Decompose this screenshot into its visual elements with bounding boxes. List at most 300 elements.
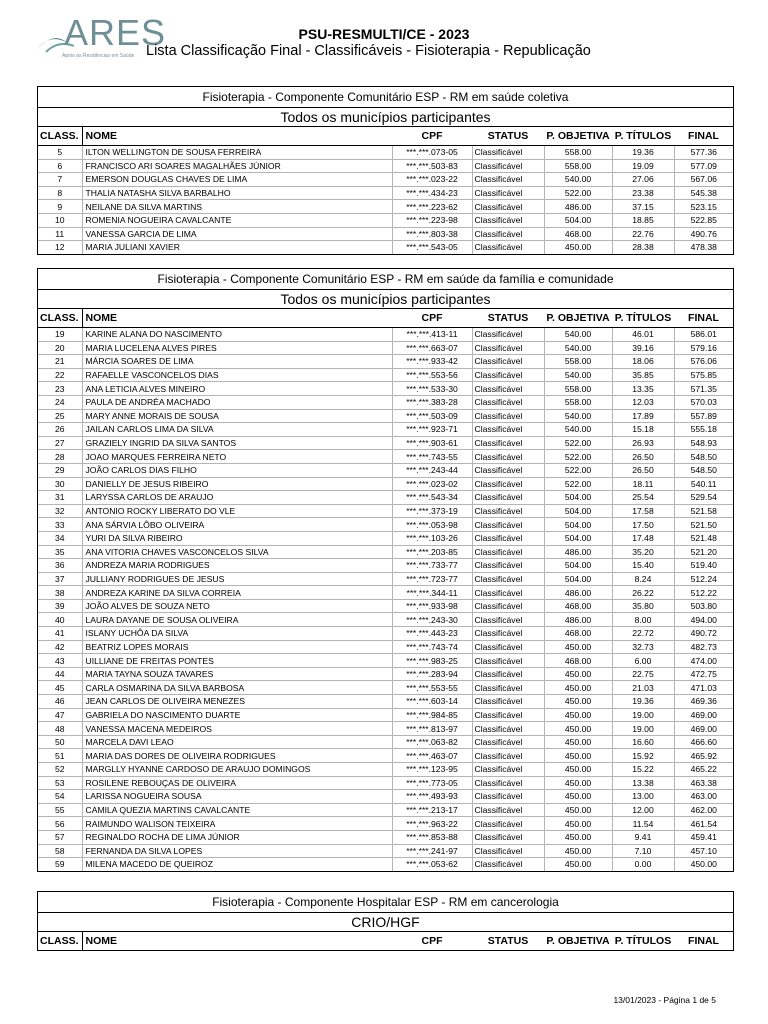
cell-final: 462.00 [674,803,733,817]
cell-status: Classificável [472,817,544,831]
cell-cpf: ***.***.023-02 [392,477,472,491]
cell-final: 548.93 [674,436,733,450]
cell-class: 58 [38,844,82,858]
cell-final: 570.03 [674,395,733,409]
cell-final: 463.38 [674,776,733,790]
cell-ptitulos: 22.75 [612,667,674,681]
cell-class: 7 [38,173,82,187]
cell-pobjetiva: 450.00 [544,749,612,763]
table-row [38,817,733,831]
cell-cpf: ***.***.533-30 [392,382,472,396]
col-final-header: FINAL [674,127,733,146]
cell-class: 9 [38,200,82,214]
table-row [38,395,733,409]
cell-status: Classificável [472,599,544,613]
cell-ptitulos: 13.35 [612,382,674,396]
cell-class: 56 [38,817,82,831]
cell-ptitulos: 8.00 [612,613,674,627]
cell-status: Classificável [472,355,544,369]
cell-nome: FERNANDA DA SILVA LOPES [82,844,392,858]
cell-cpf: ***.***.543-34 [392,491,472,505]
cell-class: 24 [38,395,82,409]
cell-pobjetiva: 558.00 [544,355,612,369]
cell-ptitulos: 22.72 [612,627,674,641]
cell-status: Classificável [472,213,544,227]
cell-class: 22 [38,368,82,382]
cell-final: 577.36 [674,146,733,160]
cell-pobjetiva: 450.00 [544,695,612,709]
cell-status: Classificável [472,735,544,749]
cell-cpf: ***.***.923-71 [392,423,472,437]
cell-pobjetiva: 504.00 [544,518,612,532]
cell-cpf: ***.***.733-77 [392,559,472,573]
cell-final: 474.00 [674,654,733,668]
results-table [38,127,733,254]
cell-cpf: ***.***.373-19 [392,504,472,518]
cell-class: 37 [38,572,82,586]
cell-final: 459.41 [674,830,733,844]
cell-final: 548.50 [674,450,733,464]
cell-pobjetiva: 558.00 [544,146,612,160]
cell-class: 12 [38,241,82,254]
cell-class: 25 [38,409,82,423]
cell-final: 586.01 [674,328,733,342]
cell-pobjetiva: 522.00 [544,463,612,477]
cell-status: Classificável [472,559,544,573]
cell-final: 457.10 [674,844,733,858]
table-row [38,545,733,559]
cell-status: Classificável [472,844,544,858]
cell-final: 575.85 [674,368,733,382]
cell-class: 59 [38,858,82,871]
table-row [38,681,733,695]
cell-pobjetiva: 522.00 [544,436,612,450]
cell-status: Classificável [472,186,544,200]
table-row [38,599,733,613]
cell-status: Classificável [472,159,544,173]
cell-ptitulos: 6.00 [612,654,674,668]
cell-class: 48 [38,722,82,736]
cell-nome: ANA SÁRVIA LÔBO OLIVEIRA [82,518,392,532]
cell-cpf: ***.***.103-26 [392,531,472,545]
cell-status: Classificável [472,450,544,464]
cell-nome: REGINALDO ROCHA DE LIMA JÚNIOR [82,830,392,844]
cell-class: 11 [38,227,82,241]
table-row [38,328,733,342]
table-row [38,667,733,681]
table-row [38,844,733,858]
cell-ptitulos: 26.50 [612,463,674,477]
col-final-header: FINAL [688,935,719,947]
cell-class: 26 [38,423,82,437]
table-row [38,463,733,477]
cell-pobjetiva: 540.00 [544,368,612,382]
table-row [38,654,733,668]
cell-final: 579.16 [674,341,733,355]
cell-cpf: ***.***.344-11 [392,586,472,600]
cell-status: Classificável [472,667,544,681]
cell-cpf: ***.***.123-95 [392,763,472,777]
cell-ptitulos: 28.38 [612,241,674,254]
cell-nome: MARIA JULIANI XAVIER [82,241,392,254]
cell-class: 43 [38,654,82,668]
table-row [38,368,733,382]
col-pobjetiva-header: P. OBJETIVA [544,309,612,328]
col-pobjetiva-header: P. OBJETIVA [546,935,610,947]
cell-final: 576.06 [674,355,733,369]
cell-ptitulos: 13.00 [612,790,674,804]
cell-final: 521.48 [674,531,733,545]
cell-nome: KARINE ALANA DO NASCIMENTO [82,328,392,342]
cell-ptitulos: 19.00 [612,722,674,736]
cell-nome: DANIELLY DE JESUS RIBEIRO [82,477,392,491]
table-header-row [38,309,733,328]
cell-pobjetiva: 558.00 [544,382,612,396]
col-status-header: STATUS [472,127,544,146]
cell-class: 38 [38,586,82,600]
cell-nome: ANTONIO ROCKY LIBERATO DO VLE [82,504,392,518]
cell-nome: MARIA TAYNA SOUZA TAVARES [82,667,392,681]
cell-ptitulos: 12.00 [612,803,674,817]
table-row [38,382,733,396]
table-row [38,790,733,804]
cell-class: 46 [38,695,82,709]
cell-nome: MÁRCIA SOARES DE LIMA [82,355,392,369]
col-ptitulos-header: P. TÍTULOS [612,127,674,146]
cell-ptitulos: 15.18 [612,423,674,437]
cell-cpf: ***.***.743-74 [392,640,472,654]
cell-final: 482.73 [674,640,733,654]
cell-ptitulos: 35.20 [612,545,674,559]
cell-ptitulos: 18.11 [612,477,674,491]
cell-cpf: ***.***.493-93 [392,790,472,804]
cell-nome: VANESSA GARCIA DE LIMA [82,227,392,241]
cell-status: Classificável [472,627,544,641]
cell-ptitulos: 26.22 [612,586,674,600]
cell-nome: JULLIANY RODRIGUES DE JESUS [82,572,392,586]
cell-pobjetiva: 486.00 [544,586,612,600]
cell-cpf: ***.***.053-62 [392,858,472,871]
col-nome-header: NOME [85,935,117,947]
table-row [38,241,733,254]
section-subtitle: CRIO/HGF [38,913,733,932]
cell-pobjetiva: 450.00 [544,817,612,831]
cell-final: 490.76 [674,227,733,241]
cell-cpf: ***.***.853-88 [392,830,472,844]
cell-status: Classificável [472,776,544,790]
cell-class: 33 [38,518,82,532]
cell-nome: EMERSON DOUGLAS CHAVES DE LIMA [82,173,392,187]
cell-pobjetiva: 522.00 [544,186,612,200]
table-row [38,409,733,423]
cell-status: Classificável [472,613,544,627]
cell-pobjetiva: 450.00 [544,640,612,654]
cell-pobjetiva: 504.00 [544,559,612,573]
cell-pobjetiva: 486.00 [544,613,612,627]
cell-nome: CAMILA QUEZIA MARTINS CAVALCANTE [82,803,392,817]
cell-nome: MARGLLY HYANNE CARDOSO DE ARAUJO DOMINGOS [82,763,392,777]
cell-class: 45 [38,681,82,695]
cell-cpf: ***.***.023-22 [392,173,472,187]
cell-class: 47 [38,708,82,722]
cell-pobjetiva: 468.00 [544,599,612,613]
cell-pobjetiva: 468.00 [544,627,612,641]
cell-status: Classificável [472,803,544,817]
cell-nome: PAULA DE ANDRÉA MACHADO [82,395,392,409]
table-row [38,477,733,491]
cell-nome: JOÃO CARLOS DIAS FILHO [82,463,392,477]
table-row [38,695,733,709]
cell-nome: JOAO MARQUES FERREIRA NETO [82,450,392,464]
cell-pobjetiva: 522.00 [544,477,612,491]
table-header-row [38,932,733,950]
cell-ptitulos: 19.36 [612,146,674,160]
cell-cpf: ***.***.503-09 [392,409,472,423]
cell-ptitulos: 8.24 [612,572,674,586]
cell-status: Classificável [472,423,544,437]
cell-cpf: ***.***.243-30 [392,613,472,627]
col-cpf-header: CPF [392,309,472,328]
cell-nome: MARY ANNE MORAIS DE SOUSA [82,409,392,423]
cell-final: 571.35 [674,382,733,396]
cell-class: 51 [38,749,82,763]
cell-cpf: ***.***.243-44 [392,463,472,477]
section-cancerologia [37,891,734,951]
table-row [38,627,733,641]
cell-final: 521.20 [674,545,733,559]
cell-final: 567.06 [674,173,733,187]
cell-cpf: ***.***.663-07 [392,341,472,355]
cell-status: Classificável [472,241,544,254]
cell-pobjetiva: 540.00 [544,423,612,437]
cell-ptitulos: 32.73 [612,640,674,654]
table-row [38,776,733,790]
col-nome-header: NOME [82,309,392,328]
cell-ptitulos: 19.00 [612,708,674,722]
cell-pobjetiva: 468.00 [544,654,612,668]
table-row [38,858,733,871]
cell-class: 21 [38,355,82,369]
cell-final: 555.18 [674,423,733,437]
cell-final: 545.38 [674,186,733,200]
cell-cpf: ***.***.241-97 [392,844,472,858]
cell-class: 53 [38,776,82,790]
cell-status: Classificável [472,328,544,342]
cell-cpf: ***.***.503-83 [392,159,472,173]
cell-cpf: ***.***.933-98 [392,599,472,613]
cell-status: Classificável [472,695,544,709]
cell-ptitulos: 13.38 [612,776,674,790]
page-title: PSU-RESMULTI/CE - 2023 [298,26,470,42]
cell-status: Classificável [472,491,544,505]
cell-final: 472.75 [674,667,733,681]
cell-nome: ANDREZA KARINE DA SILVA CORREIA [82,586,392,600]
col-ptitulos-header: P. TÍTULOS [612,309,674,328]
cell-nome: MARIA LUCELENA ALVES PIRES [82,341,392,355]
cell-pobjetiva: 504.00 [544,572,612,586]
cell-nome: BEATRIZ LOPES MORAIS [82,640,392,654]
cell-ptitulos: 7.10 [612,844,674,858]
cell-status: Classificável [472,681,544,695]
cell-nome: YURI DA SILVA RIBEIRO [82,531,392,545]
cell-cpf: ***.***.213-17 [392,803,472,817]
cell-nome: CARLA OSMARINA DA SILVA BARBOSA [82,681,392,695]
table-row [38,186,733,200]
cell-nome: MARIA DAS DORES DE OLIVEIRA RODRIGUES [82,749,392,763]
cell-final: 522.85 [674,213,733,227]
cell-class: 8 [38,186,82,200]
table-row [38,146,733,160]
table-row [38,159,733,173]
cell-nome: GABRIELA DO NASCIMENTO DUARTE [82,708,392,722]
cell-pobjetiva: 558.00 [544,395,612,409]
cell-class: 27 [38,436,82,450]
cell-pobjetiva: 450.00 [544,667,612,681]
cell-status: Classificável [472,382,544,396]
table-row [38,213,733,227]
cell-ptitulos: 37.15 [612,200,674,214]
table-row [38,200,733,214]
cell-status: Classificável [472,708,544,722]
cell-class: 23 [38,382,82,396]
cell-final: 519.40 [674,559,733,573]
table-row [38,708,733,722]
cell-final: 529.54 [674,491,733,505]
table-row [38,450,733,464]
cell-ptitulos: 0.00 [612,858,674,871]
col-status-header: STATUS [487,935,529,947]
section-title: Fisioterapia - Componente Comunitário ESP - RM em saúde da família e comunidade [38,269,733,290]
cell-status: Classificável [472,436,544,450]
cell-cpf: ***.***.283-94 [392,667,472,681]
cell-class: 40 [38,613,82,627]
cell-final: 463.00 [674,790,733,804]
cell-status: Classificável [472,173,544,187]
cell-status: Classificável [472,640,544,654]
cell-status: Classificável [472,531,544,545]
cell-final: 465.92 [674,749,733,763]
cell-cpf: ***.***.933-42 [392,355,472,369]
cell-nome: MARCELA DAVI LEAO [82,735,392,749]
table-header-row [38,127,733,146]
cell-cpf: ***.***.903-61 [392,436,472,450]
cell-final: 577.09 [674,159,733,173]
table-row [38,227,733,241]
section-title: Fisioterapia - Componente Comunitário ESP - RM em saúde coletiva [38,87,733,108]
cell-nome: ANA LETICIA ALVES MINEIRO [82,382,392,396]
table-row [38,763,733,777]
cell-status: Classificável [472,830,544,844]
cell-pobjetiva: 450.00 [544,241,612,254]
cell-cpf: ***.***.773-05 [392,776,472,790]
cell-nome: ANA VITORIA CHAVES VASCONCELOS SILVA [82,545,392,559]
table-row [38,722,733,736]
cell-class: 20 [38,341,82,355]
cell-cpf: ***.***.723-77 [392,572,472,586]
cell-nome: NEILANE DA SILVA MARTINS [82,200,392,214]
cell-cpf: ***.***.543-05 [392,241,472,254]
cell-ptitulos: 17.48 [612,531,674,545]
cell-nome: JOÃO ALVES DE SOUZA NETO [82,599,392,613]
table-row [38,423,733,437]
cell-cpf: ***.***.223-98 [392,213,472,227]
cell-status: Classificável [472,146,544,160]
cell-class: 30 [38,477,82,491]
cell-cpf: ***.***.223-62 [392,200,472,214]
cell-status: Classificável [472,545,544,559]
cell-cpf: ***.***.203-85 [392,545,472,559]
cell-final: 523.15 [674,200,733,214]
page-footer: 13/01/2023 - Página 1 de 5 [613,995,716,1005]
cell-nome: GRAZIELY INGRID DA SILVA SANTOS [82,436,392,450]
cell-class: 6 [38,159,82,173]
cell-class: 31 [38,491,82,505]
cell-pobjetiva: 450.00 [544,708,612,722]
section-subtitle: Todos os municípios participantes [38,290,733,309]
cell-pobjetiva: 450.00 [544,844,612,858]
cell-nome: ISLANY UCHÔA DA SILVA [82,627,392,641]
cell-cpf: ***.***.413-11 [392,328,472,342]
table-row [38,518,733,532]
cell-ptitulos: 35.85 [612,368,674,382]
cell-nome: ROMENIA NOGUEIRA CAVALCANTE [82,213,392,227]
cell-nome: THALIA NATASHA SILVA BARBALHO [82,186,392,200]
cell-ptitulos: 16.60 [612,735,674,749]
cell-final: 461.54 [674,817,733,831]
cell-class: 34 [38,531,82,545]
cell-nome: FRANCISCO ARI SOARES MAGALHÃES JÚNIOR [82,159,392,173]
cell-final: 471.03 [674,681,733,695]
cell-class: 55 [38,803,82,817]
col-status-header: STATUS [472,309,544,328]
table-row [38,559,733,573]
cell-pobjetiva: 486.00 [544,545,612,559]
cell-class: 5 [38,146,82,160]
cell-cpf: ***.***.963-22 [392,817,472,831]
cell-ptitulos: 18.06 [612,355,674,369]
cell-ptitulos: 25.54 [612,491,674,505]
cell-class: 36 [38,559,82,573]
cell-final: 557.89 [674,409,733,423]
cell-ptitulos: 27.06 [612,173,674,187]
results-table [38,932,733,950]
table-row [38,640,733,654]
col-nome-header: NOME [82,127,392,146]
cell-pobjetiva: 504.00 [544,504,612,518]
cell-status: Classificável [472,790,544,804]
col-class-header: CLASS. [38,127,82,146]
cell-final: 503.80 [674,599,733,613]
table-row [38,586,733,600]
cell-final: 548.50 [674,463,733,477]
cell-ptitulos: 22.76 [612,227,674,241]
cell-class: 54 [38,790,82,804]
cell-nome: MILENA MACEDO DE QUEIROZ [82,858,392,871]
cell-pobjetiva: 540.00 [544,173,612,187]
cell-class: 52 [38,763,82,777]
col-final-header: FINAL [674,309,733,328]
cell-pobjetiva: 450.00 [544,776,612,790]
cell-final: 465.22 [674,763,733,777]
cell-ptitulos: 9.41 [612,830,674,844]
cell-status: Classificável [472,586,544,600]
cell-status: Classificável [472,395,544,409]
cell-ptitulos: 26.50 [612,450,674,464]
cell-class: 57 [38,830,82,844]
cell-final: 466.60 [674,735,733,749]
cell-ptitulos: 15.92 [612,749,674,763]
cell-pobjetiva: 522.00 [544,450,612,464]
